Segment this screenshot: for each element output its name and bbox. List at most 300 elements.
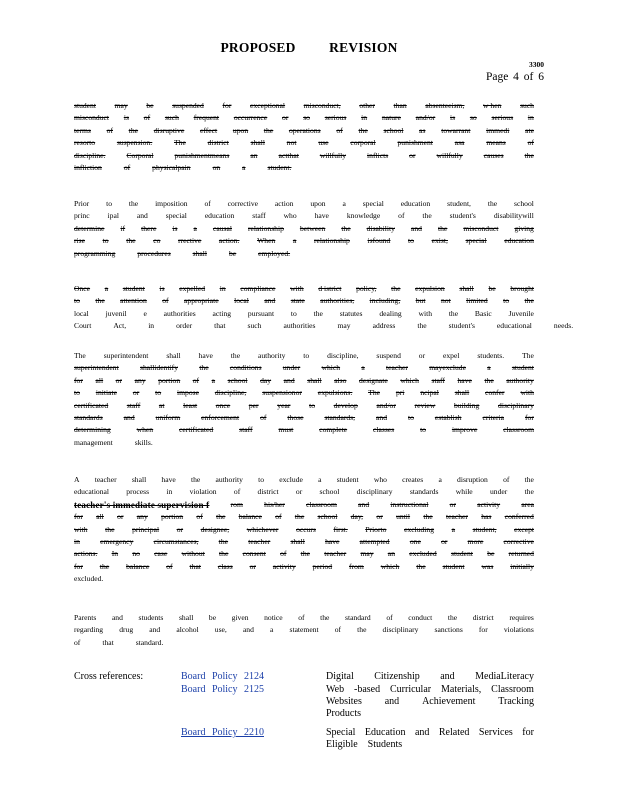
word: a [438,475,442,484]
paragraph-p3 [74,283,574,333]
word: and [283,375,295,385]
word: criteria [482,412,504,422]
word: a [361,363,365,373]
word: except [514,524,534,534]
word: for [74,512,83,522]
word: a [270,625,274,635]
word: have [161,475,176,484]
word: with [418,308,432,318]
word: causes [483,150,504,160]
word: statutes [339,308,363,318]
word: brought [510,284,534,293]
text-line [74,308,534,320]
word: to [74,296,80,306]
word: of [298,613,305,622]
word: superintendent [74,363,119,373]
word: school [319,487,340,497]
word: or [441,536,448,546]
word: shall [131,475,147,484]
word: occurrence [233,113,268,123]
page-title: PROPOSED REVISION [220,40,398,55]
word: of [503,475,510,484]
word: Corporal [126,150,154,160]
word: statement [289,625,319,635]
word: the [524,475,534,484]
word: address [372,321,396,331]
word: to [303,351,310,360]
paragraph-p6 [74,612,534,649]
word: develop [333,400,358,410]
word: of [527,138,534,148]
text-line [74,474,534,486]
word: student's [449,211,476,221]
word: when [136,425,154,435]
word: area [521,499,534,509]
word: determine [74,223,105,233]
word: willfully [319,150,347,160]
paragraph-p2 [74,198,534,260]
word: educational [74,487,109,497]
word: use, [214,625,227,635]
struck-text-line [74,100,534,112]
word: and [123,412,135,422]
word: of [334,625,342,635]
word: requires [509,613,534,622]
word: so [469,113,477,123]
word: also [334,375,347,385]
word: such [164,113,179,123]
word: all [96,512,104,522]
word: have [314,211,329,221]
word: use [318,138,329,148]
word: of [204,199,211,208]
word: of [196,512,203,522]
word: under [489,487,508,497]
word: notice [264,613,283,622]
description-line: Products [326,708,361,720]
word: for [74,375,83,385]
word: punishmentmeans [174,150,230,160]
word: rom [230,499,243,509]
word: first. [333,524,348,534]
word: Court [74,321,92,331]
word: acting [212,308,232,318]
word: terms [74,125,91,135]
word: state [290,296,305,306]
word: process [126,487,150,497]
word: discipline. [74,150,106,160]
word: in [361,113,368,123]
word: In [111,549,119,559]
word: be [208,613,217,622]
struck-text-line [74,223,534,235]
word: excluded [409,549,437,559]
word: disciplinary [498,400,534,410]
word: initially [510,561,534,571]
word: classes [373,425,395,435]
text-line [74,210,534,222]
word: the [190,475,201,484]
word: a [211,375,216,385]
word: for [478,625,488,635]
word: policy, [356,284,377,293]
word: a [451,524,456,534]
word: has [481,512,492,522]
word: shall [178,613,194,622]
word: or [376,512,383,522]
word: local [74,308,89,318]
cross-references-label: Cross references: [74,671,144,682]
word: the [391,284,401,293]
struck-text-line [74,548,534,560]
page-indicator: Page 4 of 6 [485,71,544,83]
word: suspend [376,351,401,360]
word: from [349,561,364,571]
word: occurs [296,524,316,534]
word: juvenil [105,308,127,318]
word: under [282,363,301,373]
word: for [222,101,232,110]
word: per [248,400,259,410]
word: rrective [178,236,202,246]
text-line [74,198,534,210]
text-line [74,637,534,649]
word: at [158,400,165,410]
word: with [74,524,88,534]
word: to [102,236,109,246]
word: that [189,561,201,571]
word: mayexclude [429,363,466,373]
word: and [111,613,123,622]
word: ipal [107,211,119,221]
word: serious [491,113,514,123]
word: expelled [179,284,206,293]
struck-text-line [74,235,534,247]
text-line [74,612,534,624]
word: the [416,561,426,571]
word: of [74,637,81,647]
word: review [414,400,436,410]
word: student, [472,524,497,534]
word: enforcement [201,412,240,422]
word: was [481,561,494,571]
policy-number: 3300 [529,60,544,69]
word: certificated [179,425,214,435]
word: disruptive [153,125,185,135]
word: the [484,375,494,385]
word: the [487,199,498,208]
word: corrective [227,199,259,208]
word: authority [215,475,243,484]
word: actions. [74,549,98,559]
word: school [317,512,338,522]
word: an [387,549,395,559]
word: special [465,236,487,246]
word: student [442,561,465,571]
word: giving [514,223,534,233]
word: educational [496,321,532,331]
word: activity [272,561,296,571]
word: once [215,400,231,410]
word: the [422,211,432,221]
word: whichever [246,524,279,534]
word: until [396,512,411,522]
word: teacher [386,363,408,373]
word: upon [232,125,249,135]
word: students. [477,351,505,360]
word: between [299,223,326,233]
word: the [524,296,534,306]
word: special [165,211,187,221]
word: to [408,412,414,422]
word: a [342,199,346,208]
word: teacher [248,536,271,546]
word: The [368,388,380,398]
word: of [398,211,405,221]
word: standards, [324,412,356,422]
word: violation [189,487,217,497]
word: student [511,363,534,373]
word: student [74,101,96,110]
word: punishment [397,138,433,148]
word: the [105,524,115,534]
word: operations [288,125,321,135]
word: a [487,363,491,373]
word: drug [119,625,134,635]
word: activity [477,499,501,509]
word: the [524,150,534,160]
word: discipline, [214,388,247,398]
word: authorities, [320,296,355,306]
word: or [132,388,140,398]
word: inflicts [367,150,389,160]
word: staff [252,211,266,221]
word: or [249,561,256,571]
word: absenteeism, [425,101,465,110]
word: education [400,199,431,208]
struck-text-line [74,511,534,523]
word: or [176,524,184,534]
word: balance [126,561,150,571]
board-policy-link[interactable]: Board Policy 2210 [181,727,264,738]
word: asa [454,138,465,148]
word: designee, [200,524,230,534]
word: rise [74,236,85,246]
word: designate [359,375,388,385]
word: immedi [486,125,510,135]
word: to [258,475,265,484]
word: infliction [74,162,102,172]
word: the [341,223,351,233]
word: establish [434,412,462,422]
word: imposition [155,199,188,208]
word: have [198,351,213,360]
word: his/her [264,499,285,509]
word: exclude [279,475,303,484]
word: management [74,437,113,447]
word: any [136,512,148,522]
word: or [449,499,456,509]
word: in [527,113,534,123]
word: have [457,375,472,385]
word: to [408,236,414,246]
word: that [102,637,114,647]
word: which [380,561,400,571]
word: upon [310,199,326,208]
word: shall [307,375,322,385]
word: any [134,375,146,385]
word: in [166,487,173,497]
word: the [199,363,209,373]
word: Parents [74,613,97,622]
word: authority [257,351,286,360]
policy-description [326,671,534,683]
description-line: Websites and Achievement Tracking [326,696,534,708]
word: such [247,321,262,331]
struck-text-line [74,150,534,162]
word: and/or [376,400,396,410]
word: day [260,375,272,385]
word: appropriate [184,296,219,306]
word: or [409,150,416,160]
struck-text-line [74,362,534,374]
word: the [294,512,305,522]
word: conferred [504,512,534,522]
word: be [146,101,154,110]
word: the [357,625,367,635]
word: not [286,138,297,148]
word: portion [158,375,181,385]
struck-text-line [74,295,534,307]
word: the [417,321,427,331]
word: the [99,561,110,571]
word: in [148,321,155,331]
word: d istrict [318,284,342,293]
word: the [438,223,448,233]
word: day, [350,512,364,522]
word: and [358,499,370,509]
word: balance [238,512,262,522]
word: the [95,296,105,306]
word: shall [290,536,305,546]
description-line: Special Education and Related Services for [326,727,534,738]
word: and [149,625,161,635]
word: may [114,101,128,110]
word: suspended [172,101,204,110]
word: Juvenile [508,308,534,318]
word: teacher [446,512,468,522]
word: which [321,363,341,373]
word: expulsion [415,284,445,293]
word: conditions [229,363,262,373]
word: students [138,613,164,622]
word: case [154,549,168,559]
word: of [386,613,393,622]
word: in [74,536,80,546]
word: district [257,487,279,497]
word: special [362,199,384,208]
word: and [242,625,254,635]
word: school [227,375,248,385]
word: than [393,101,407,110]
word: the [358,125,368,135]
word: student. [267,162,292,172]
word: of [162,296,169,306]
struck-text-line [74,248,534,260]
word: suspensionor [262,388,302,398]
word: staff [126,400,141,410]
description-line: Web -based Curricular Materials, Classroom [326,684,534,695]
policy-description [326,684,534,721]
word: order [176,321,193,331]
word: which [400,375,419,385]
word: the [216,512,226,522]
word: Basic [474,308,492,318]
word: of [192,375,200,385]
word: action [274,199,294,208]
word: certificated [74,400,109,410]
word: student [336,475,359,484]
struck-text-line [74,162,534,174]
word: disability [366,223,395,233]
struck-text-line [74,499,534,511]
board-policy-link[interactable]: Board Policy 2124 [181,671,264,682]
word: action. [218,236,240,246]
word: initiate [95,388,117,398]
word: the [300,549,310,559]
word: is [123,113,129,123]
word: confer [485,388,505,398]
struck-text-line [74,561,534,573]
word: emergency [100,536,134,546]
word: misconduct [74,113,110,123]
word: The [522,351,534,360]
word: consent [242,549,266,559]
word: means [486,138,506,148]
word: and [264,296,276,306]
word: skills. [134,437,153,447]
word: relationship [248,223,284,233]
word: causal [212,223,232,233]
word: a [292,236,297,246]
word: teacher [324,549,347,559]
word: shallidentify [140,363,178,373]
word: of [166,561,173,571]
word: the [447,613,458,622]
struck-text-line [74,112,534,124]
word: all [95,375,104,385]
board-policy-link[interactable]: Board Policy 2125 [181,684,264,695]
word: staff [431,375,445,385]
word: instructional [390,499,429,509]
policy-description [326,727,534,751]
word: standards [409,487,439,497]
text-line [74,573,534,585]
word: without [181,549,205,559]
word: to [290,308,297,318]
word: a [242,162,246,172]
text-line [74,437,534,449]
word: a [193,223,197,233]
word: the [263,125,274,135]
word: and [376,412,387,422]
word: student [450,549,473,559]
word: procedures [137,248,171,258]
word: to [420,425,426,435]
word: misconduct, [303,101,341,110]
word: knowledge [346,211,381,221]
word: not [440,296,451,306]
